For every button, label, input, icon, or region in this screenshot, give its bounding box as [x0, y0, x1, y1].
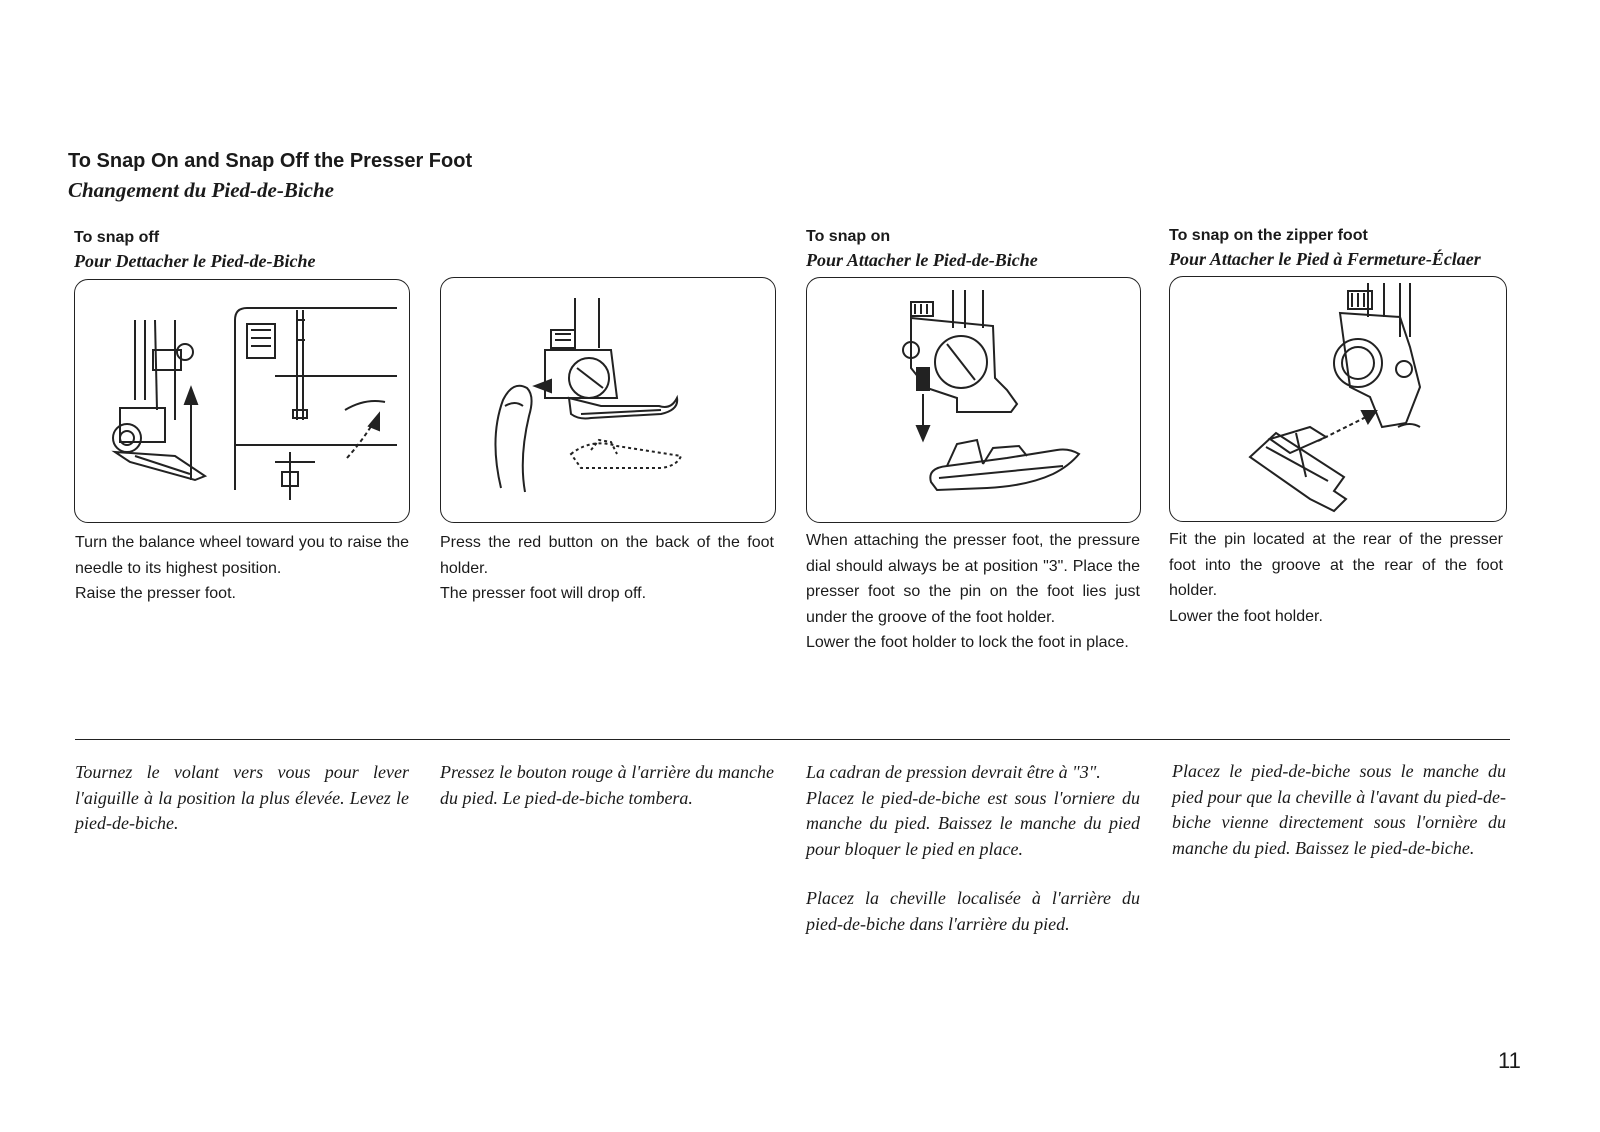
step-3-english-text — [806, 528, 1140, 656]
step-text: Placez le pied-de-biche est sous l'orniere du manche du pied. Baissez le manche du pied pour bloquer le pied en place. — [806, 787, 1140, 859]
press-red-button-illustration-icon — [440, 277, 776, 523]
step-4-french-text — [1172, 759, 1506, 861]
step-text: Placez la cheville localisée à l'arrière du pied-de-biche dans l'arrière du pied. — [806, 888, 1140, 934]
step-text: Placez le pied-de-biche sous le manche du pied pour que la cheville à l'avant du pied-de-biche vienne directement sous l'ornière du manche du pied. Baissez le pied-de-biche. — [1172, 761, 1506, 858]
heading-en: To snap on — [806, 228, 891, 245]
step-2-english-text — [440, 530, 774, 607]
step-text: Press the red button on the back of the foot holder. — [440, 534, 774, 577]
step-text: Tournez le volant vers vous pour lever l'aiguille à la position la plus élevée. Levez le pied-de-biche. — [75, 762, 409, 833]
heading-en: To snap off — [74, 229, 160, 246]
page-subtitle: Changement du Pied-de-Biche — [68, 178, 334, 202]
attach-zipper-foot-illustration-icon — [1169, 276, 1507, 522]
section-heading-snap-on — [806, 226, 1038, 272]
heading-fr: Pour Attacher le Pied-de-Biche — [806, 250, 1038, 270]
heading-fr: Pour Attacher le Pied à Fermeture-Éclaer — [1169, 249, 1481, 269]
heading-fr: Pour Dettacher le Pied-de-Biche — [74, 251, 316, 271]
step-2-french-text — [440, 760, 774, 811]
attach-presser-foot-illustration-icon — [806, 277, 1141, 523]
step-text: Turn the balance wheel toward you to raise the needle to its highest position. — [75, 534, 409, 577]
page-title: To Snap On and Snap Off the Presser Foot — [68, 150, 473, 172]
step-text: When attaching the presser foot, the pressure dial should always be at position "3". Place the presser foot so the pin on the foot lies just under the groove of the foot holder. — [806, 532, 1140, 626]
sewing-machine-raise-needle-illustration-icon — [74, 279, 410, 523]
step-text: The presser foot will drop off. — [440, 585, 647, 602]
step-text: Pressez le bouton rouge à l'arrière du manche du pied. Le pied-de-biche tombera. — [440, 762, 774, 808]
section-divider — [75, 739, 1510, 740]
heading-en: To snap on the zipper foot — [1169, 227, 1368, 244]
step-3-french-text — [806, 760, 1140, 937]
step-4-english-text — [1169, 527, 1503, 629]
step-text: Raise the presser foot. — [75, 585, 236, 602]
section-heading-snap-off — [74, 227, 315, 273]
step-text: La cadran de pression devrait être à "3". — [806, 762, 1101, 782]
step-text: Lower the foot holder. — [1169, 607, 1323, 625]
section-heading-zipper — [1169, 225, 1481, 271]
step-text: Lower the foot holder to lock the foot in place. — [806, 634, 1129, 651]
step-1-english-text — [75, 530, 409, 607]
step-text: Fit the pin located at the rear of the presser foot into the groove at the rear of the foot holder. — [1169, 531, 1503, 599]
step-1-french-text — [75, 760, 409, 837]
page-number: 11 — [1498, 1048, 1521, 1073]
